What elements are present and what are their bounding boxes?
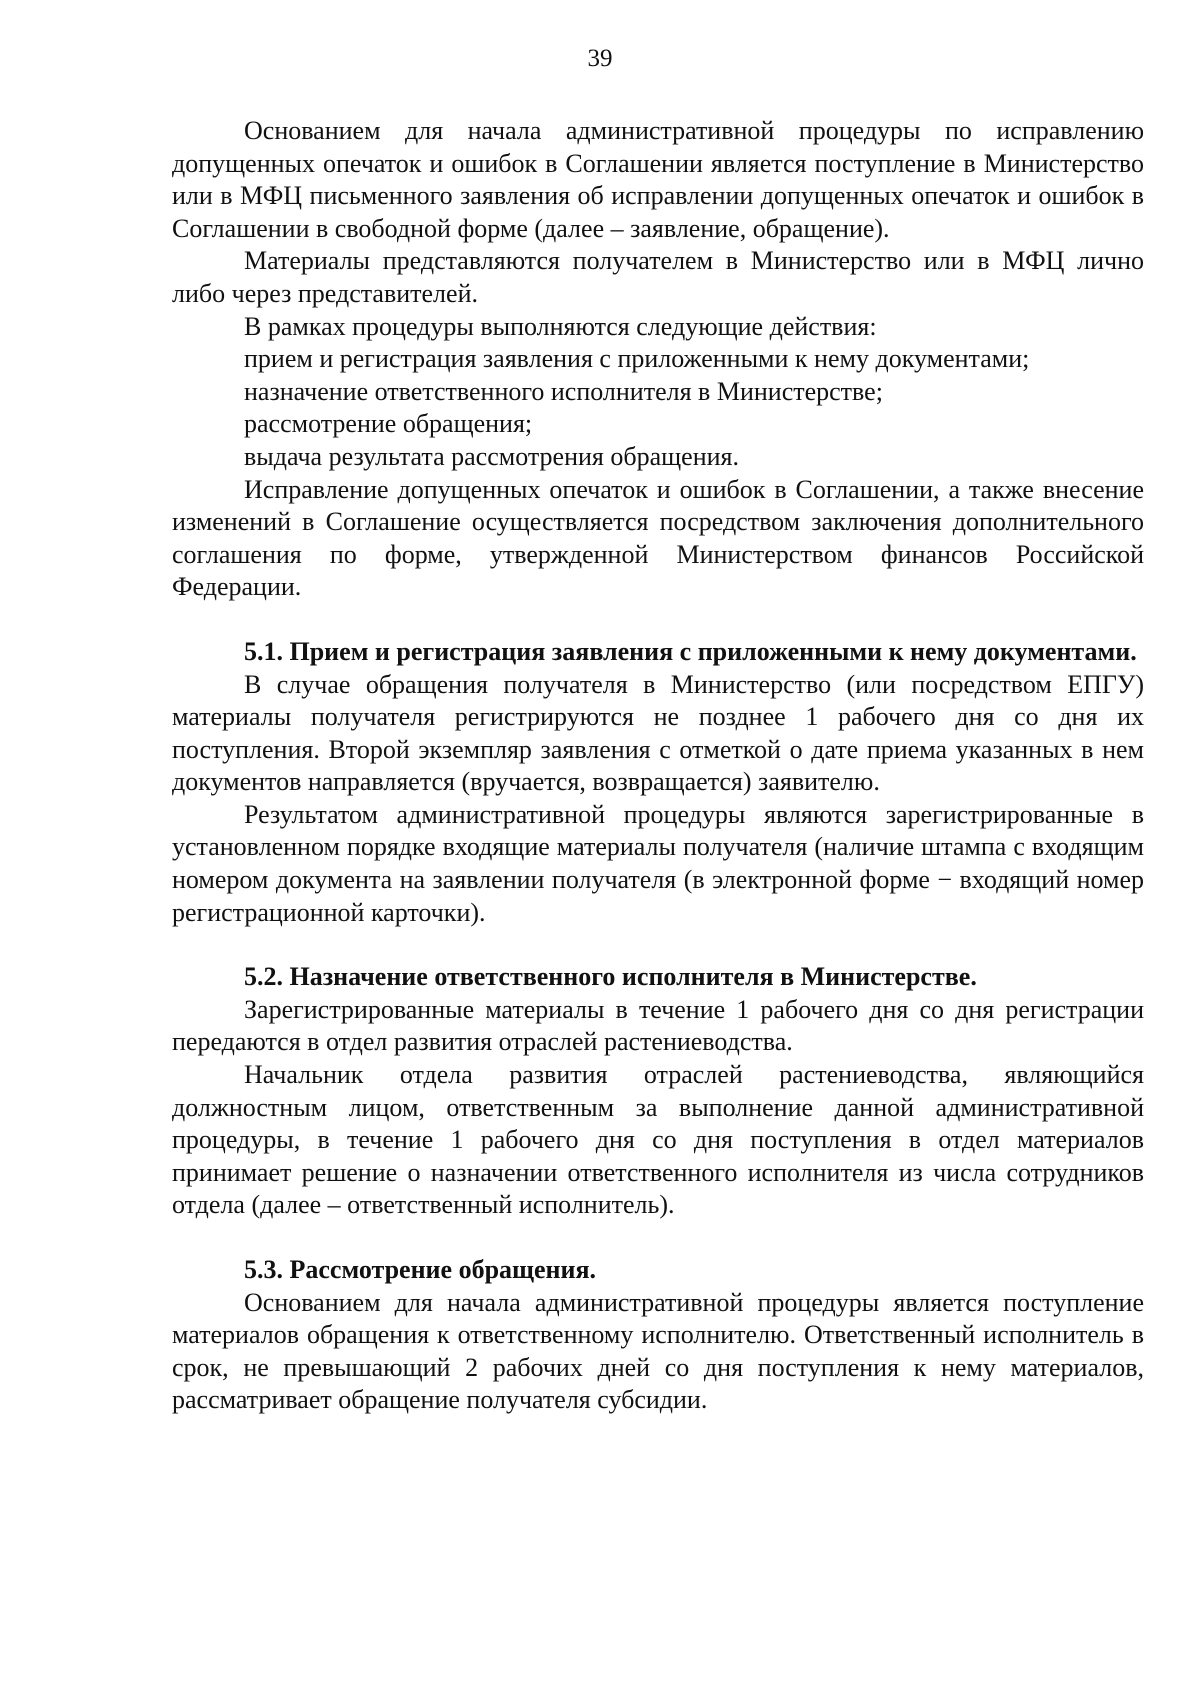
section-5-3-paragraph-1: Основанием для начала административной процедуры является поступление материалов обращения к ответственному исполнителю. Ответственный исполнитель в срок, не превышающий 2 рабочих дней со дня поступления к нему материалов, рассматривает обращение получателя субсидии. [172,1287,1144,1415]
section-5-3-heading: 5.3. Рассмотрение обращения. [244,1255,597,1284]
section-5-1-heading: 5.1. Прием и регистрация заявления с приложенными к нему документами. [244,636,1137,666]
section-5-1-paragraph-2: Результатом административной процедуры являются зарегистрированные в установленном порядке входящие материалы получателя (наличие штампа с входящим номером документа на заявлении получателя (в электронной форме − входящий номер регистрационной карточки). [172,799,1144,927]
action-item: выдача результата рассмотрения обращения. [244,441,739,471]
section-5-2-paragraph-2: Начальник отдела развития отраслей растениеводства, являющийся должностным лицом, ответственным за выполнение данной административной процедуры, в течение 1 рабочего дня со дня поступления в отдел материалов принимает решение о назначении ответственного исполнителя из числа сотрудников отдела (далее – ответственный исполнитель). [172,1060,1144,1220]
action-item: назначение ответственного исполнителя в Министерстве; [244,376,883,406]
intro-paragraph-3: В рамках процедуры выполняются следующие действия: [244,311,877,341]
section-5-2-paragraph-1: Зарегистрированные материалы в течение 1 рабочего дня со дня регистрации передаются в отдел развития отраслей растениеводства. [172,994,1144,1057]
document-body [172,115,1144,1417]
action-item: рассмотрение обращения; [244,409,533,439]
action-item: прием и регистрация заявления с приложенными к нему документами; [244,344,1030,374]
section-5-2-heading: 5.2. Назначение ответственного исполнителя в Министерстве. [244,962,977,992]
page-number: 39 [587,45,613,72]
intro-paragraph-1: Основанием для начала административной процедуры по исправлению допущенных опечаток и ошибок в Соглашении является поступление в Министерство или в МФЦ письменного заявления об исправлении допущенных опечаток и ошибок в Соглашении в свободной форме (далее – заявление, обращение). [172,116,1144,243]
intro-paragraph-4: Исправление допущенных опечаток и ошибок в Соглашении, а также внесение изменений в Соглашение осуществляется посредством заключения дополнительного соглашения по форме, утвержденной Министерством финансов Российской Федерации. [172,474,1144,602]
section-5-1-paragraph-1: В случае обращения получателя в Министерство (или посредством ЕПГУ) материалы получателя регистрируются не позднее 1 рабочего дня со дня их поступления. Второй экземпляр заявления с отметкой о дате приема указанных в нем документов направляется (вручается, возвращается) заявителю. [172,669,1144,797]
intro-paragraph-2: Материалы представляются получателем в Министерство или в МФЦ лично либо через представителей. [172,246,1144,308]
